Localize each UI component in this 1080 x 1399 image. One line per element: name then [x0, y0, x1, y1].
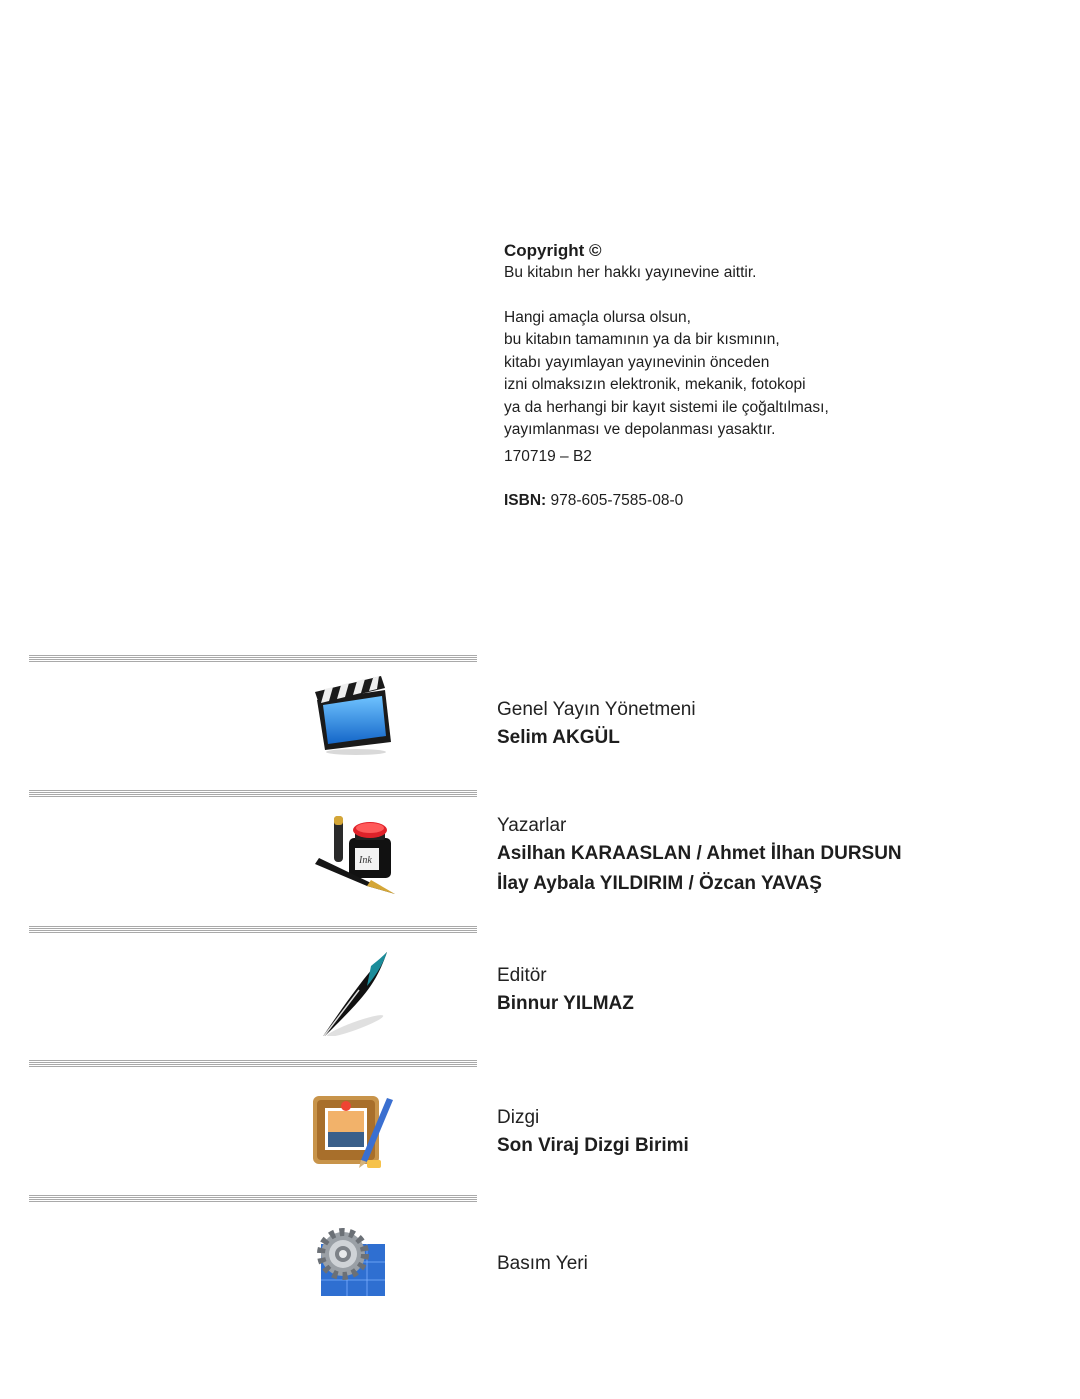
photo-editing-icon — [311, 1090, 397, 1176]
credit-name: İlay Aybala YILDIRIM / Özcan YAVAŞ — [497, 873, 822, 894]
copyright-notice-line: yayımlanması ve depolanması yasaktır. — [504, 421, 776, 438]
copyright-notice-line: kitabı yayımlayan yayınevinin önceden — [504, 353, 770, 371]
credit-name: Asilhan KARAASLAN / Ahmet İlhan DURSUN — [497, 843, 902, 864]
copyright-notice-line: bu kitabın tamamının ya da bir kısmının, — [504, 331, 780, 348]
quill-feather-icon — [311, 950, 397, 1036]
ink-pen-icon — [311, 812, 397, 898]
copyright-notice-line: izni olmaksızın elektronik, mekanik, fotokopi — [504, 376, 806, 393]
svg-text:Ink: Ink — [359, 855, 372, 866]
credit-label: Basım Yeri — [497, 1253, 588, 1274]
copyright-title: Copyright © — [504, 241, 602, 260]
edition-code: 170719 – B2 — [504, 447, 592, 465]
divider-rule — [29, 1060, 477, 1068]
credit-printing-place — [497, 1251, 1057, 1277]
credit-editor — [497, 963, 1057, 1019]
credit-label: Editör — [497, 965, 547, 986]
clapperboard-icon — [311, 672, 397, 758]
credit-label: Dizgi — [497, 1107, 540, 1128]
isbn-value: 978-605-7585-08-0 — [550, 492, 684, 509]
copyright-notice-line: ya da herhangi bir kayıt sistemi ile çoğaltılması, — [504, 398, 829, 416]
gear-blueprint-icon — [311, 1222, 397, 1308]
credit-label: Yazarlar — [497, 815, 567, 836]
copyright-block — [504, 240, 1024, 513]
divider-rule — [29, 1195, 477, 1203]
isbn — [504, 490, 1024, 513]
credit-label: Genel Yayın Yönetmeni — [497, 699, 696, 720]
isbn-label: ISBN: — [504, 492, 547, 509]
divider-rule — [29, 926, 477, 934]
divider-rule — [29, 790, 477, 798]
credit-name: Son Viraj Dizgi Birimi — [497, 1135, 689, 1156]
credit-typesetting — [497, 1105, 1057, 1161]
credit-name: Selim AKGÜL — [497, 727, 620, 748]
copyright-rights: Bu kitabın her hakkı yayınevine aittir. — [504, 264, 757, 281]
copyright-notice-line: Hangi amaçla olursa olsun, — [504, 308, 691, 326]
credit-editor-in-chief — [497, 697, 1057, 753]
divider-rule — [29, 655, 477, 663]
credit-name: Binnur YILMAZ — [497, 993, 634, 1014]
credit-authors — [497, 813, 1057, 899]
